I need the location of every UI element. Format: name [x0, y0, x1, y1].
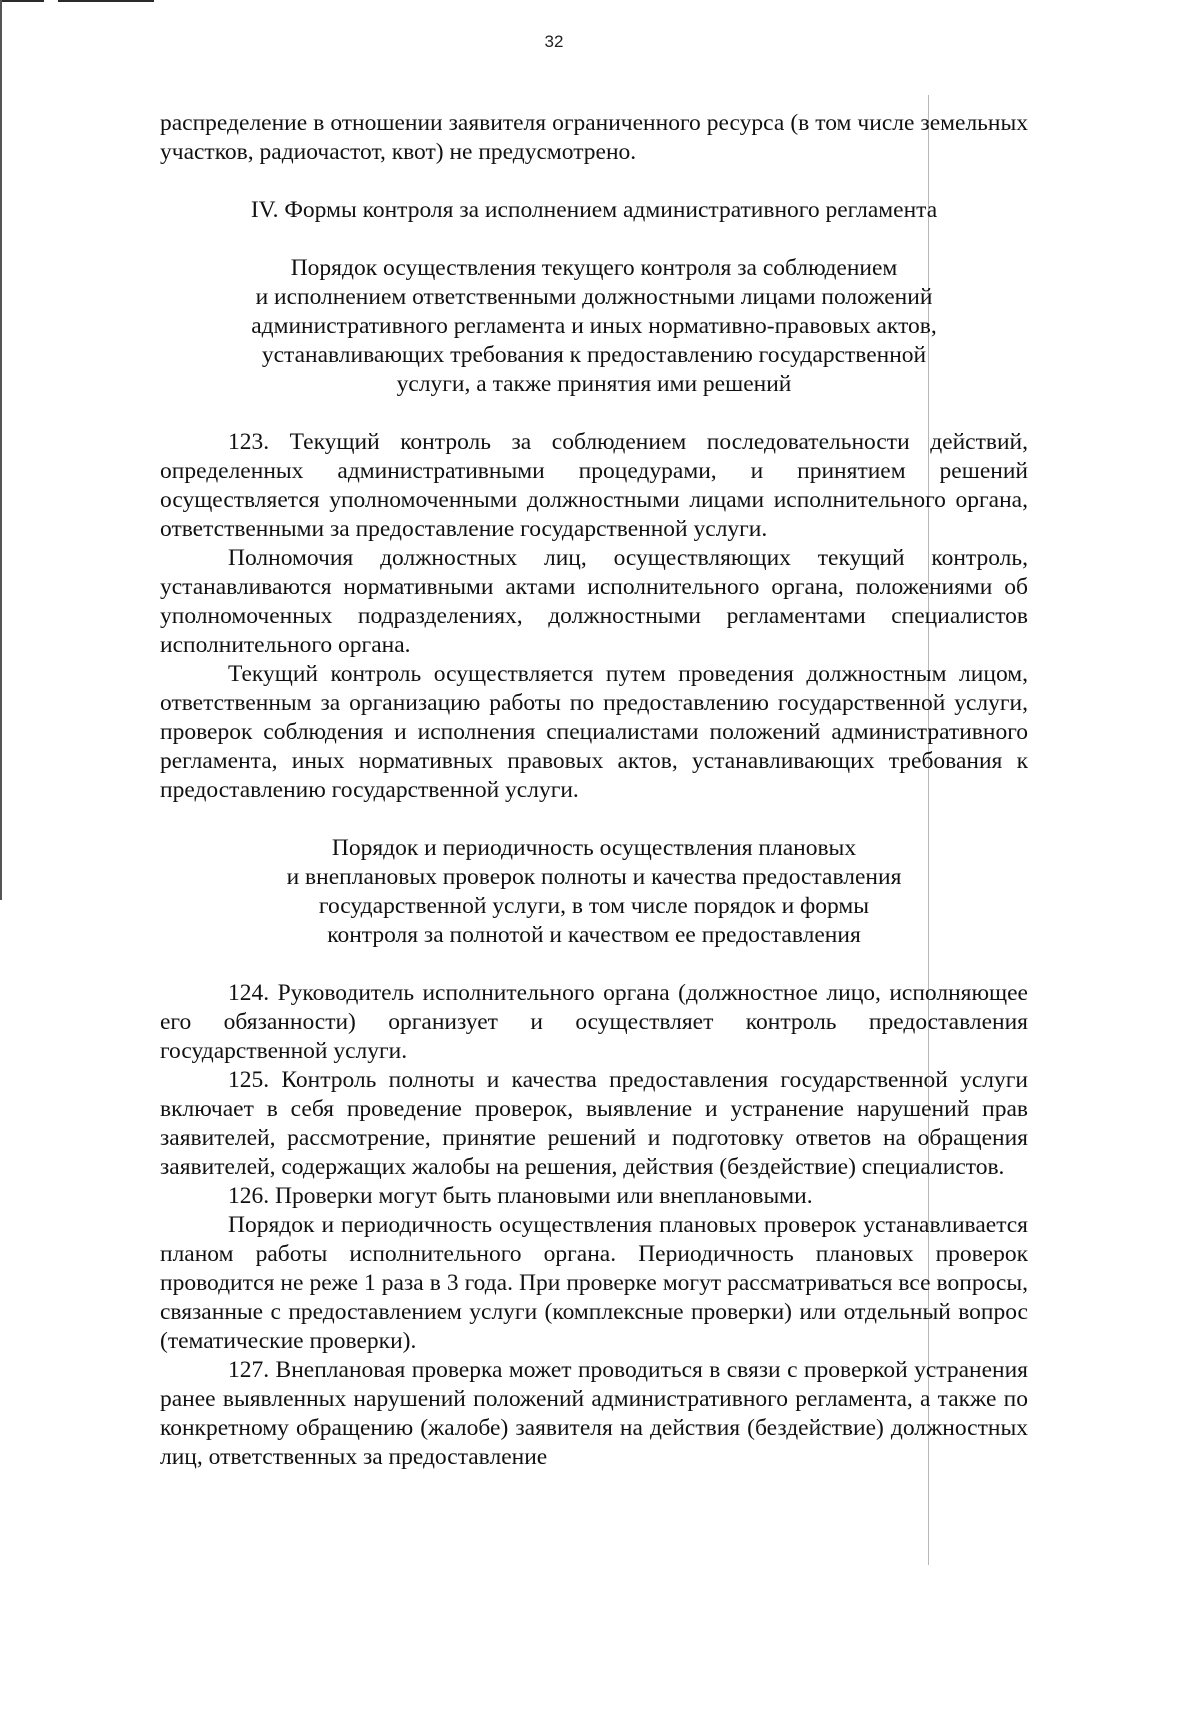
- paragraph-123: 123. Текущий контроль за соблюдением последовательности действий, определенных административными процедурами, и принятием решений осуществляется уполномоченными должностными лицами исполнительного органа, ответственными за предоставление государственной услуги.: [160, 429, 1028, 542]
- heading-line: Порядок и периодичность осуществления плановых: [331, 835, 857, 861]
- paragraph-authority: Полномочия должностных лиц, осуществляющих текущий контроль, устанавливаются нормативными актами исполнительного органа, положениями об уполномоченных подразделениях, должностными регламентами специалистов исполнительного органа.: [160, 545, 1028, 658]
- heading-line: услуги, а также принятия ими решений: [396, 371, 792, 397]
- scan-corner-mark-top-left: [0, 0, 44, 2]
- subsection-heading-current-control: [160, 254, 1028, 399]
- paragraph-current-control: Текущий контроль осуществляется путем проведения должностным лицом, ответственным за организацию работы по предоставлению государственной услуги, проверок соблюдения и исполнения специалистами положений административного регламента, иных нормативных правовых актов, устанавливающих требования к предоставлению государственной услуги.: [160, 661, 1028, 803]
- heading-line: Порядок осуществления текущего контроля за соблюдением: [290, 255, 898, 281]
- page-number: 32: [544, 32, 564, 51]
- heading-line: административного регламента и иных нормативно-правовых актов,: [251, 313, 937, 339]
- paragraph-124: 124. Руководитель исполнительного органа (должностное лицо, исполняющее его обязанности) организует и осуществляет контроль предоставления государственной услуги.: [160, 980, 1028, 1064]
- scan-edge-mark-left: [0, 0, 2, 900]
- subsection-heading-inspections: [160, 834, 1028, 950]
- heading-line: государственной услуги, в том числе порядок и формы: [318, 893, 870, 919]
- paragraph-126: 126. Проверки могут быть плановыми или внеплановыми.: [228, 1183, 813, 1209]
- heading-line: и внеплановых проверок полноты и качества предоставления: [286, 864, 902, 890]
- heading-line: и исполнением ответственными должностными лицами положений: [255, 284, 933, 310]
- section-title: IV. Формы контроля за исполнением административного регламента: [250, 197, 938, 223]
- continuation-paragraph: распределение в отношении заявителя ограниченного ресурса (в том числе земельных участков, радиочастот, квот) не предусмотрено.: [160, 110, 1028, 165]
- paragraph-127: 127. Внеплановая проверка может проводиться в связи с проверкой устранения ранее выявленных нарушений положений административного регламента, а также по конкретному обращению (жалобе) заявителя на действия (бездействие) должностных лиц, ответственных за предоставление: [160, 1357, 1028, 1470]
- paragraph-125: 125. Контроль полноты и качества предоставления государственной услуги включает в себя проведение проверок, выявление и устранение нарушений прав заявителей, рассмотрение, принятие решений и подготовку ответов на обращения заявителей, содержащих жалобы на решения, действия (бездействие) специалистов.: [160, 1067, 1028, 1180]
- scan-corner-mark-top: [58, 0, 154, 2]
- heading-line: устанавливающих требования к предоставлению государственной: [261, 342, 927, 368]
- document-body: [160, 109, 1028, 1472]
- heading-line: контроля за полнотой и качеством ее предоставления: [327, 922, 861, 948]
- paragraph-planned-inspections: Порядок и периодичность осуществления плановых проверок устанавливается планом работы исполнительного органа. Периодичность плановых проверок проводится не реже 1 раза в 3 года. При проверке могут рассматриваться все вопросы, связанные с предоставлением услуги (комплексные проверки) или отдельный вопрос (тематические проверки).: [160, 1212, 1028, 1354]
